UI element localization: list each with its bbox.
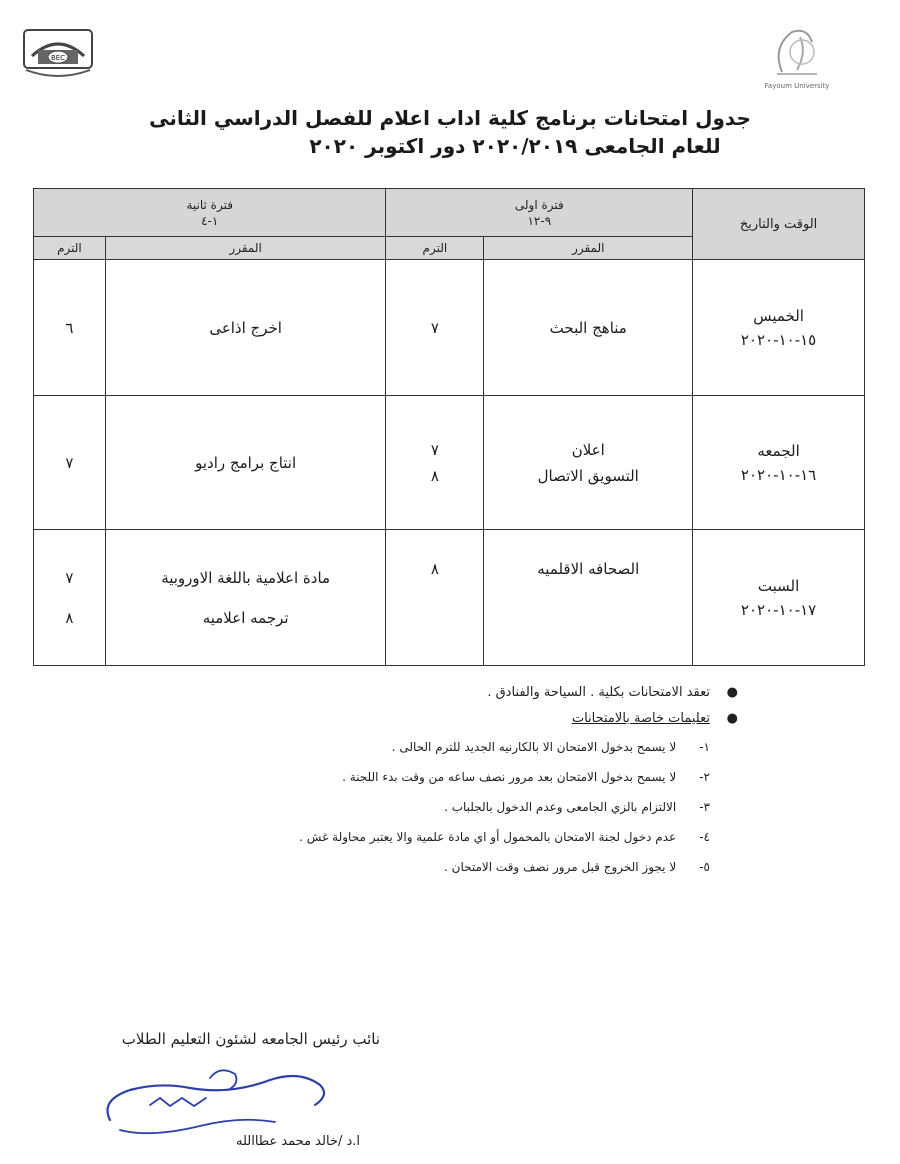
rule-number: ٢-	[699, 770, 710, 784]
title-line-2: للعام الجامعى ٢٠٢٠/٢٠١٩ دور اكتوبر ٢٠٢٠	[309, 134, 721, 158]
university-crest-icon	[22, 26, 94, 86]
note-bullet	[150, 680, 738, 706]
sub-header-course-p2: المقرر	[105, 237, 386, 260]
rule-number: ٣-	[699, 800, 710, 814]
list-item	[150, 732, 710, 762]
bullet-icon: ●	[726, 685, 738, 700]
rule-number: ١-	[699, 740, 710, 754]
header-time-date: الوقت والتاريخ	[693, 189, 865, 260]
course-cell-p2	[105, 530, 386, 666]
term-value: ٧	[430, 440, 439, 459]
rule-number: ٤-	[699, 830, 710, 844]
note-bullet	[150, 706, 738, 732]
rule-text: لا يجوز الخروج قبل مرور نصف وقت الامتحان .	[444, 860, 677, 874]
term-value: ٧	[430, 318, 439, 337]
course-cell-p2	[105, 396, 386, 530]
university-emblem-icon	[752, 22, 842, 82]
course-cell-p1	[484, 260, 693, 396]
document-title	[0, 104, 900, 160]
term-value: ٦	[65, 318, 74, 337]
period-2-name: فترة ثانية	[186, 197, 233, 212]
term-value: ٨	[430, 560, 439, 578]
term-value: ٧	[65, 568, 74, 587]
list-item	[150, 822, 710, 852]
table-row	[34, 260, 865, 396]
course-cell-p1	[484, 530, 693, 666]
day-name: الجمعه	[757, 441, 800, 460]
rule-text: لا يسمح بدخول الامتحان بعد مرور نصف ساعه من وقت بدء اللجنة .	[342, 770, 677, 784]
term-cell-p2	[34, 530, 106, 666]
rule-text: عدم دخول لجنة الامتحان بالمحمول أو اي مادة علمية والا يعتبر محاولة غش .	[299, 830, 677, 844]
term-cell-p1	[386, 396, 484, 530]
day-name: السبت	[757, 576, 800, 595]
university-crest-logo	[22, 26, 94, 86]
term-value: ٨	[65, 608, 74, 627]
exam-notes	[150, 680, 738, 882]
list-item	[150, 792, 710, 822]
course-name: ترجمه اعلاميه	[202, 608, 289, 627]
day-cell	[693, 530, 865, 666]
header-period-1	[386, 189, 693, 237]
day-name: الخميس	[753, 306, 804, 325]
course-name: مادة اعلامية باللغة الاوروبية	[161, 568, 331, 587]
course-name: مناهج البحث	[549, 318, 627, 337]
day-cell	[693, 396, 865, 530]
period-1-hours: ٩-١٢	[527, 213, 552, 228]
signatory-name: ا.د /خالد محمد عطاالله	[235, 1134, 360, 1149]
title-line-1: جدول امتحانات برنامج كلية اداب اعلام للفصل الدراسي الثانى	[149, 106, 751, 130]
course-name: الصحافه الاقلميه	[537, 560, 640, 578]
rule-number: ٥-	[699, 860, 710, 874]
term-value: ٧	[65, 453, 74, 472]
period-2-hours: ١-٤	[201, 213, 219, 228]
sub-header-term-p2: الترم	[34, 237, 106, 260]
handwritten-signature-icon	[90, 1060, 360, 1140]
period-1-name: فترة اولى	[514, 197, 564, 212]
signatory-title: نائب رئيس الجامعه لشئون التعليم الطلاب	[121, 1030, 380, 1048]
rule-text: لا يسمح بدخول الامتحان الا بالكارنيه الجديد للترم الحالى .	[391, 740, 677, 754]
course-cell-p2	[105, 260, 386, 396]
sub-header-course-p1: المقرر	[484, 237, 693, 260]
day-date: ١٧-١٠-٢٠٢٠	[740, 600, 817, 619]
note-location: تعقد الامتحانات بكلية . السياحة والفنادق .	[487, 685, 710, 700]
term-cell-p1	[386, 260, 484, 396]
note-instructions-heading: تعليمات خاصة بالامتحانات	[571, 711, 710, 726]
term-cell-p2	[34, 260, 106, 396]
table-row	[34, 530, 865, 666]
course-cell-p1	[484, 396, 693, 530]
day-cell	[693, 260, 865, 396]
header-period-2	[34, 189, 386, 237]
course-name: انتاج برامج راديو	[195, 453, 297, 472]
term-cell-p2	[34, 396, 106, 530]
term-cell-p1	[386, 530, 484, 666]
course-name: اعلان	[571, 440, 605, 459]
university-emblem-caption: Fayoum University	[764, 82, 830, 90]
day-date: ١٦-١٠-٢٠٢٠	[740, 465, 817, 484]
list-item	[150, 852, 710, 882]
course-name: اخرج اذاعى	[209, 318, 282, 337]
day-date: ١٥-١٠-٢٠٢٠	[740, 330, 817, 349]
rule-text: الالتزام بالزي الجامعى وعدم الدخول بالجلباب .	[444, 800, 677, 814]
exam-schedule-table	[33, 188, 865, 666]
course-name: التسويق الاتصال	[537, 466, 639, 485]
term-value: ٨	[430, 466, 439, 485]
university-emblem-logo	[752, 22, 842, 92]
list-item	[150, 762, 710, 792]
bullet-icon: ●	[726, 711, 738, 726]
sub-header-term-p1: الترم	[386, 237, 484, 260]
table-row	[34, 396, 865, 530]
svg-text:BEC: BEC	[50, 54, 66, 62]
